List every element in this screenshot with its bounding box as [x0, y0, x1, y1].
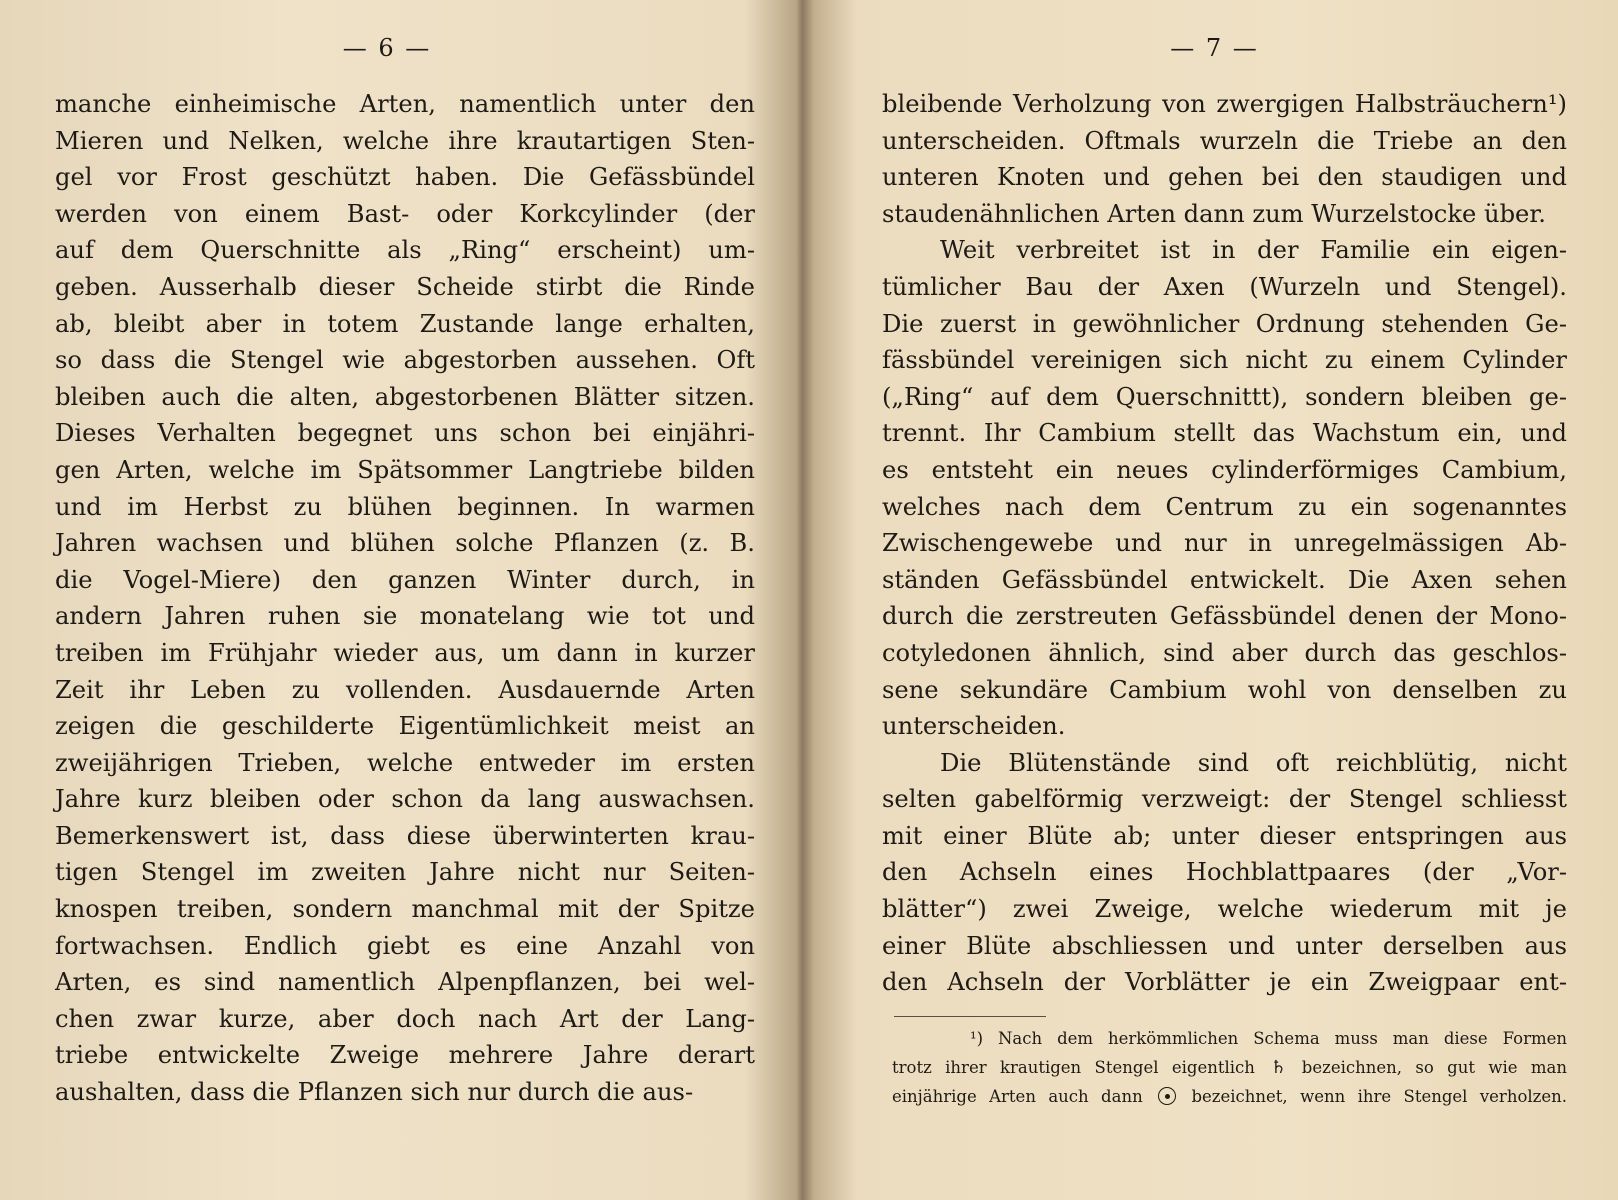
text-line: manche einheimische Arten, namentlich unter den [55, 90, 755, 118]
text-line: Bemerkenswert ist, dass diese überwinterten krau- [55, 821, 755, 850]
text-line: trennt. Ihr Cambium stellt das Wachstum ein, und [882, 419, 1567, 448]
text-line: tigen Stengel im zweiten Jahre nicht nur Seiten- [55, 858, 755, 887]
left-page [55, 0, 755, 1200]
text-line: Dieses Verhalten begegnet uns schon bei einjähri- [55, 419, 755, 448]
text-line: bleibende Verholzung von zwergigen Halbsträuchern¹) [882, 90, 1567, 118]
footnote [892, 1024, 1567, 1111]
text-line: blätter“) zwei Zweige, welche wiederum mit je [882, 895, 1567, 924]
text-line: den Achseln eines Hochblattpaares (der „Vor- [882, 858, 1567, 887]
text-line: unteren Knoten und gehen bei den staudigen und [882, 163, 1567, 192]
text-line: chen zwar kurze, aber doch nach Art der Lang- [55, 1004, 755, 1033]
footnote-text: bezeichnet, wenn ihre Stengel verholzen. [1191, 1087, 1567, 1106]
footnote-text: trotz ihrer krautigen Stengel eigentlich [892, 1058, 1255, 1077]
text-line: gel vor Frost geschützt haben. Die Gefässbündel [55, 163, 755, 192]
text-line: unterscheiden. [882, 712, 1066, 741]
footnote-line [892, 1053, 1567, 1082]
text-line: unterscheiden. Oftmals wurzeln die Triebe an den [882, 126, 1567, 155]
text-line: so dass die Stengel wie abgestorben aussehen. Oft [55, 346, 755, 375]
text-line: aushalten, dass die Pflanzen sich nur durch die aus- [55, 1078, 694, 1107]
text-line: treiben im Frühjahr wieder aus, um dann in kurzer [55, 638, 755, 667]
text-line: Jahre kurz bleiben oder schon da lang auswachsen. [55, 785, 755, 814]
footnote-text: bezeichnen, so gut wie man [1301, 1058, 1567, 1077]
text-line: Die zuerst in gewöhnlicher Ordnung stehenden Ge- [882, 309, 1567, 338]
left-page-text [55, 86, 755, 1111]
text-line: durch die zerstreuten Gefässbündel denen der Mono- [882, 602, 1567, 631]
text-line: gen Arten, welche im Spätsommer Langtriebe bilden [55, 455, 755, 484]
annual-circle-icon [1158, 1087, 1176, 1105]
footnote-rule [894, 1016, 1046, 1017]
text-line: Weit verbreitet ist in der Familie ein eigen- [940, 236, 1567, 265]
text-line: mit einer Blüte ab; unter dieser entspringen aus [882, 821, 1567, 850]
text-line: welches nach dem Centrum zu ein sogenanntes [882, 492, 1567, 521]
text-line: cotyledonen ähnlich, sind aber durch das geschlos- [882, 638, 1567, 667]
text-line: zeigen die geschilderte Eigentümlichkeit meist an [55, 712, 755, 741]
text-line: geben. Ausserhalb dieser Scheide stirbt die Rinde [55, 272, 755, 301]
text-line: Mieren und Nelken, welche ihre krautartigen Sten- [55, 126, 755, 155]
text-line: sene sekundäre Cambium wohl von denselben zu [882, 675, 1567, 704]
text-line: bleiben auch die alten, abgestorbenen Blätter sitzen. [55, 382, 755, 411]
text-line: fortwachsen. Endlich giebt es eine Anzahl von [55, 931, 755, 960]
text-line: fässbündel vereinigen sich nicht zu einem Cylinder [882, 346, 1567, 375]
footnote-line [892, 1082, 1567, 1111]
text-line: triebe entwickelte Zweige mehrere Jahre derart [55, 1041, 755, 1070]
text-line: selten gabelförmig verzweigt: der Stengel schliesst [882, 785, 1567, 814]
text-line: einer Blüte abschliessen und unter derselben aus [882, 931, 1567, 960]
left-page-number: — 6 — [342, 34, 432, 62]
text-line: Zwischengewebe und nur in unregelmässigen Ab- [882, 529, 1567, 558]
text-line: werden von einem Bast- oder Korkcylinder (der [55, 199, 755, 228]
text-line: Die Blütenstände sind oft reichblütig, nicht [940, 748, 1567, 777]
text-line: es entsteht ein neues cylinderförmiges Cambium, [882, 455, 1567, 484]
text-line: die Vogel-Miere) den ganzen Winter durch, in [55, 565, 755, 594]
text-line: auf dem Querschnitte als „Ring“ erscheint) um- [55, 236, 755, 265]
text-line: Zeit ihr Leben zu vollenden. Ausdauernde Arten [55, 675, 755, 704]
text-line: ab, bleibt aber in totem Zustande lange erhalten, [55, 309, 755, 338]
text-line: und im Herbst zu blühen beginnen. In warmen [55, 492, 755, 521]
text-line: zweijährigen Trieben, welche entweder im ersten [55, 748, 755, 777]
text-line: knospen treiben, sondern manchmal mit der Spitze [55, 895, 755, 924]
right-page-text [882, 86, 1567, 1001]
text-line: andern Jahren ruhen sie monatelang wie tot und [55, 602, 755, 631]
text-line: („Ring“ auf dem Querschnittt), sondern bleiben ge- [882, 382, 1567, 411]
text-line: den Achseln der Vorblätter je ein Zweigpaar ent- [882, 968, 1567, 997]
right-page-number: — 7 — [1170, 34, 1259, 62]
footnote-line: ¹) Nach dem herkömmlichen Schema muss man diese Formen [970, 1029, 1567, 1048]
text-line: Arten, es sind namentlich Alpenpflanzen, bei wel- [55, 968, 755, 997]
saturn-symbol-icon: ♄ [1270, 1057, 1287, 1078]
right-page [882, 0, 1567, 1200]
text-line: staudenähnlichen Arten dann zum Wurzelstocke über. [882, 199, 1546, 228]
footnote-text: einjährige Arten auch dann [892, 1087, 1143, 1106]
text-line: ständen Gefässbündel entwickelt. Die Axen sehen [882, 565, 1567, 594]
text-line: Jahren wachsen und blühen solche Pflanzen (z. B. [55, 529, 755, 558]
text-line: tümlicher Bau der Axen (Wurzeln und Stengel). [882, 272, 1567, 301]
